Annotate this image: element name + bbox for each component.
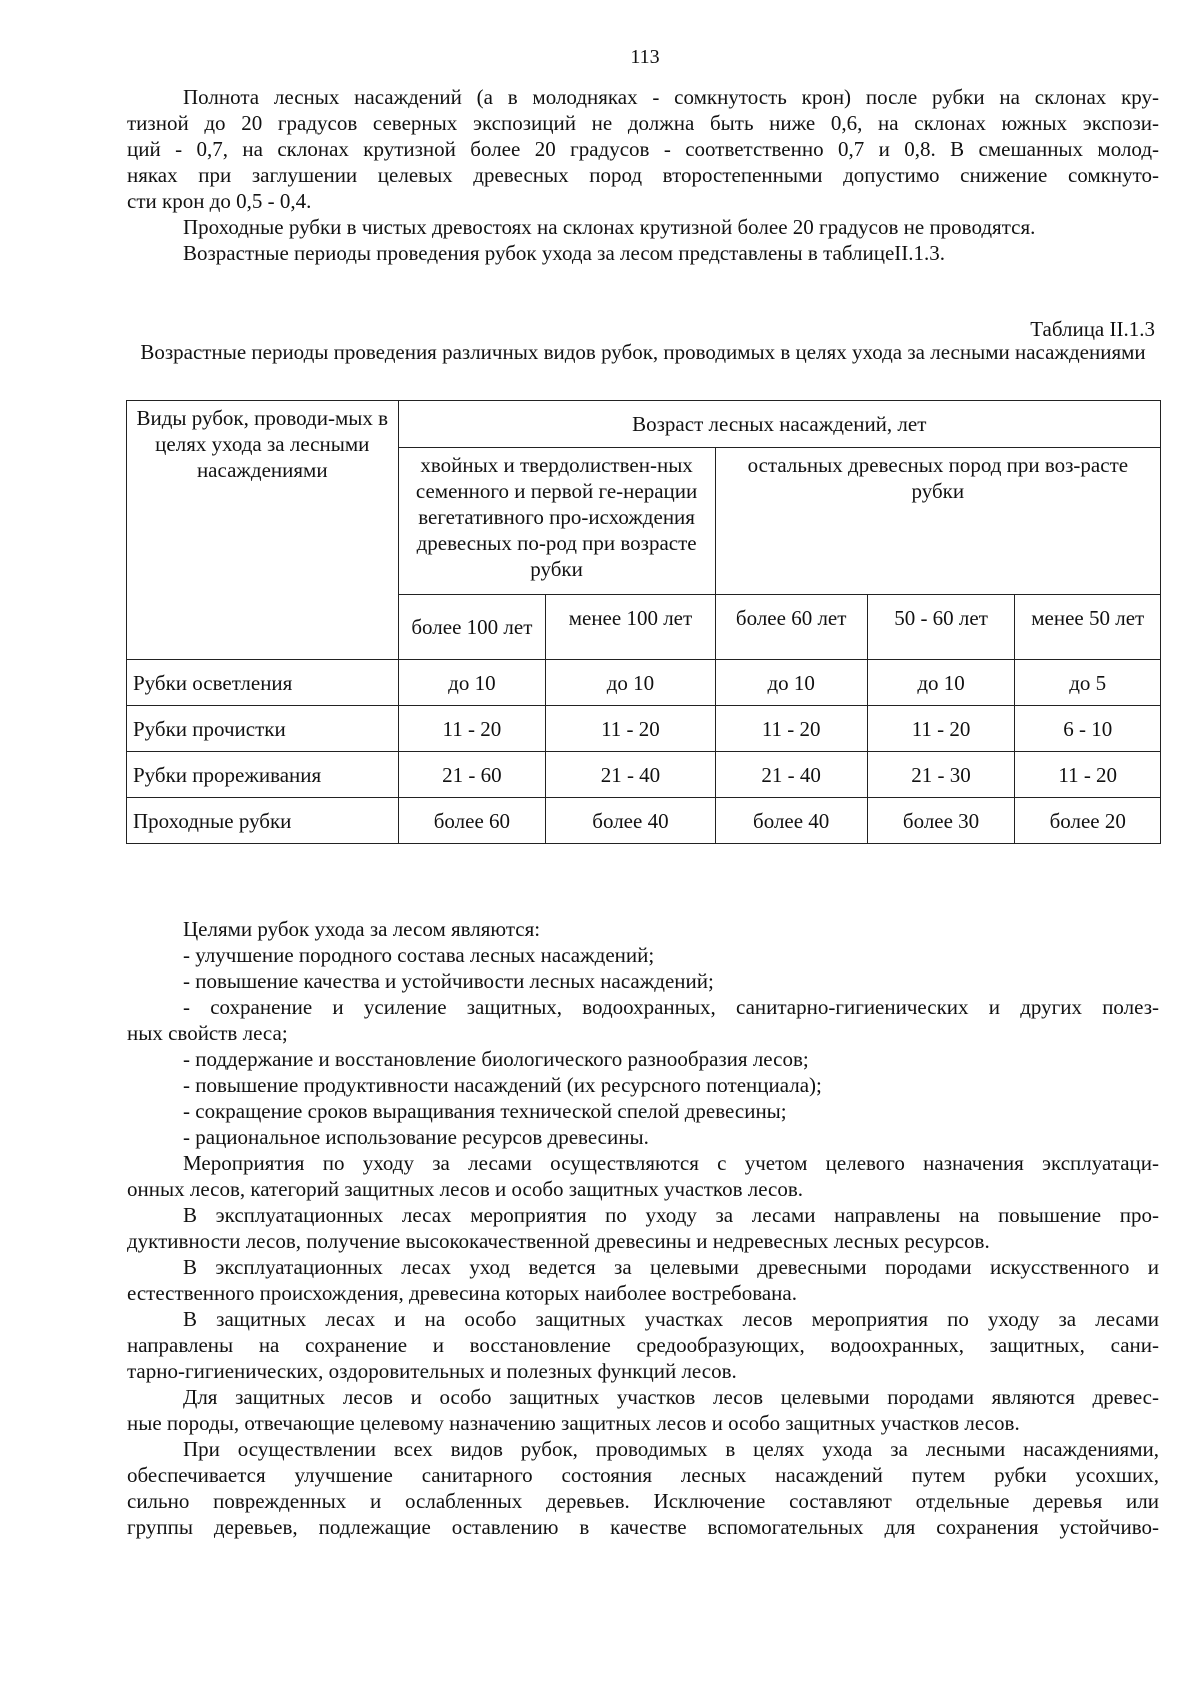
row-name: Рубки прореживания: [127, 752, 399, 798]
table-cell: 11 - 20: [546, 706, 715, 752]
paragraph-line: В эксплуатационных лесах уход ведется за целевыми древесными породами искусственного и: [183, 1255, 1159, 1279]
paragraph-line: сильно поврежденных и ослабленных деревьев. Исключение составляют отдельные деревья или: [127, 1489, 1159, 1513]
list-item: - сокращение сроков выращивания технической спелой древесины;: [183, 1099, 787, 1123]
table-row: [127, 660, 1161, 706]
subheader-cell: более 60 лет: [715, 595, 867, 660]
table-cell: до 10: [715, 660, 867, 706]
header-conifer: хвойных и твердолиствен-ных семенного и первой ге-нерации вегетативного про-исхождения древесных по-род при возрасте рубки: [398, 448, 715, 595]
table-cell: более 30: [867, 798, 1015, 844]
table-cell: 11 - 20: [1015, 752, 1161, 798]
table-cell: до 10: [546, 660, 715, 706]
table-cell: 6 - 10: [1015, 706, 1161, 752]
paragraph-line: онных лесов, категорий защитных лесов и особо защитных участков лесов.: [127, 1177, 804, 1201]
header-age: Возраст лесных насаждений, лет: [398, 401, 1160, 448]
paragraph-line: направлены на сохранение и восстановление средообразующих, водоохранных, защитных, сани-: [127, 1333, 1159, 1357]
list-item: - сохранение и усиление защитных, водоохранных, санитарно-гигиенических и других полез-: [183, 995, 1159, 1019]
list-item: - улучшение породного состава лесных насаждений;: [183, 943, 655, 967]
paragraph-line: дуктивности лесов, получение высококачественной древесины и недревесных лесных ресурсов.: [127, 1229, 990, 1253]
paragraph-line: ные породы, отвечающие целевому назначению защитных лесов и особо защитных участков лесов.: [127, 1411, 1020, 1435]
paragraph-line: обеспечивается улучшение санитарного состояния лесных насаждений путем рубки усохших,: [127, 1463, 1159, 1487]
table-cell: 21 - 60: [398, 752, 546, 798]
age-periods-table: [126, 400, 1161, 844]
list-item: ных свойств леса;: [127, 1021, 288, 1045]
intro-line: Полнота лесных насаждений (а в молодняках - сомкнутость крон) после рубки на склонах кру-: [183, 85, 1159, 109]
intro-paragraph-3: Возрастные периоды проведения рубок ухода за лесом представлены в таблицеII.1.3.: [183, 241, 945, 265]
table-cell: до 5: [1015, 660, 1161, 706]
paragraph-line: естественного происхождения, древесина которых наиболее востребована.: [127, 1281, 797, 1305]
table-header-row: [127, 401, 1161, 448]
table-cell: более 60: [398, 798, 546, 844]
table-cell: 11 - 20: [715, 706, 867, 752]
goals-intro: Целями рубок ухода за лесом являются:: [183, 917, 541, 941]
table-cell: 11 - 20: [398, 706, 546, 752]
table-cell: 21 - 30: [867, 752, 1015, 798]
table-label: Таблица II.1.3: [1030, 317, 1155, 341]
intro-section: [127, 84, 1159, 266]
table-cell: более 20: [1015, 798, 1161, 844]
table-cell: более 40: [546, 798, 715, 844]
intro-line: тизной до 20 градусов северных экспозиций не должна быть ниже 0,6, на склонах южных экспози-: [127, 111, 1159, 135]
page-number: 113: [630, 46, 660, 68]
paragraph-line: В эксплуатационных лесах мероприятия по уходу за лесами направлены на повышение про-: [183, 1203, 1159, 1227]
list-item: - повышение качества и устойчивости лесных насаждений;: [183, 969, 714, 993]
list-item: - поддержание и восстановление биологического разнообразия лесов;: [183, 1047, 809, 1071]
table-cell: 21 - 40: [715, 752, 867, 798]
goals-section: [127, 916, 1159, 1540]
table-cell: более 40: [715, 798, 867, 844]
paragraph-line: тарно-гигиенических, оздоровительных и полезных функций лесов.: [127, 1359, 737, 1383]
paragraph-line: В защитных лесах и на особо защитных участках лесов мероприятия по уходу за лесами: [183, 1307, 1159, 1331]
table-row: [127, 706, 1161, 752]
header-other: остальных древесных пород при воз-расте рубки: [715, 448, 1160, 595]
subheader-cell: менее 100 лет: [546, 595, 715, 660]
paragraph-line: Для защитных лесов и особо защитных участков лесов целевыми породами являются древес-: [183, 1385, 1159, 1409]
row-name: Рубки прочистки: [127, 706, 399, 752]
table-caption: Возрастные периоды проведения различных видов рубок, проводимых в целях ухода за лесными насаждениями: [140, 340, 1146, 364]
table-cell: 11 - 20: [867, 706, 1015, 752]
intro-line: сти крон до 0,5 - 0,4.: [127, 189, 312, 213]
paragraph-line: Мероприятия по уходу за лесами осуществляются с учетом целевого назначения эксплуатаци-: [183, 1151, 1159, 1175]
table-row: [127, 798, 1161, 844]
subheader-cell: более 100 лет: [398, 595, 546, 660]
row-name: Проходные рубки: [127, 798, 399, 844]
header-kinds: Виды рубок, проводи-мых в целях ухода за лесными насаждениями: [127, 401, 399, 660]
row-name: Рубки осветления: [127, 660, 399, 706]
table-cell: 21 - 40: [546, 752, 715, 798]
subheader-cell: 50 - 60 лет: [867, 595, 1015, 660]
intro-line: ций - 0,7, на склонах крутизной более 20 градусов - соответственно 0,7 и 0,8. В смешанных молод-: [127, 137, 1159, 161]
list-item: - рациональное использование ресурсов древесины.: [183, 1125, 649, 1149]
table-row: [127, 752, 1161, 798]
paragraph-line: группы деревьев, подлежащие оставлению в качестве вспомогательных для сохранения устойчиво-: [127, 1515, 1159, 1539]
subheader-cell: менее 50 лет: [1015, 595, 1161, 660]
intro-line: няках при заглушении целевых древесных пород второстепенными допустимо снижение сомкнуто-: [127, 163, 1159, 187]
intro-paragraph-2: Проходные рубки в чистых древостоях на склонах крутизной более 20 градусов не проводятся.: [183, 215, 1036, 239]
table-cell: до 10: [867, 660, 1015, 706]
paragraph-line: При осуществлении всех видов рубок, проводимых в целях ухода за лесными насаждениями,: [183, 1437, 1159, 1461]
list-item: - повышение продуктивности насаждений (их ресурсного потенциала);: [183, 1073, 822, 1097]
table-cell: до 10: [398, 660, 546, 706]
